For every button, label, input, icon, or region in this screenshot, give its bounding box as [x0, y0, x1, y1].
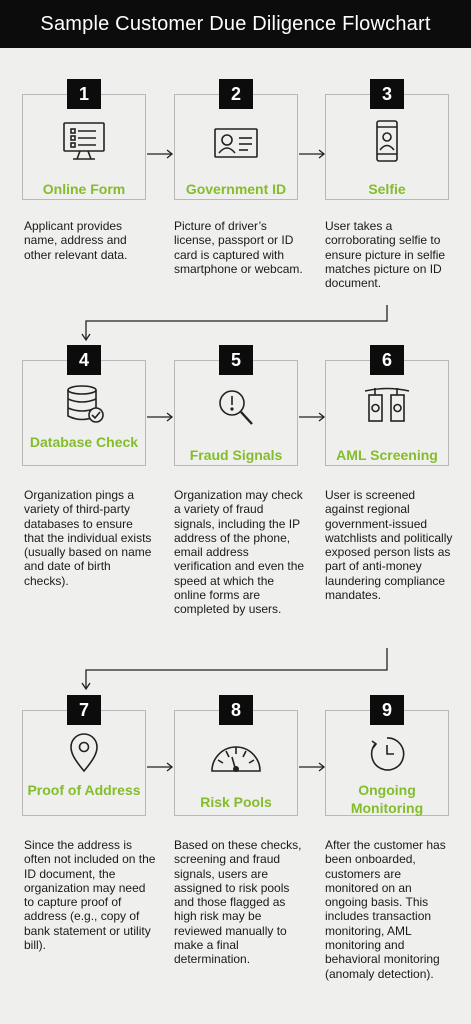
risk-gauge-icon [208, 735, 264, 779]
step-description: User is screened against regional government-issued watchlists and politically exposed person lists as part of anti-money laundering compliance mandates. [325, 488, 453, 603]
step-description: After the customer has been onboarded, customers are monitored on an ongoing basis. This includes transaction monitoring, AML monitoring and behavioral monitoring (anomaly detection). [325, 838, 446, 981]
step-label: Proof of Address [27, 782, 141, 798]
page-title: Sample Customer Due Diligence Flowchart [0, 0, 471, 48]
step-number: 3 [370, 79, 404, 109]
step-number: 8 [219, 695, 253, 725]
step-label: AML Screening [336, 447, 438, 463]
flow-arrow [299, 759, 326, 777]
step-label: Fraud Signals [189, 447, 283, 463]
fraud-magnifier-icon [212, 385, 260, 429]
step-description: Applicant provides name, address and other relevant data. [24, 219, 128, 262]
money-laundering-icon [363, 383, 411, 427]
clock-monitoring-icon [363, 733, 411, 777]
step-label: Ongoing Monitoring [350, 782, 424, 816]
flow-arrow [299, 409, 326, 427]
step-card-government-id [174, 83, 298, 200]
location-pin-icon [60, 731, 108, 775]
step-description: Organization may check a variety of fraud signals, including the IP address of the phone, email address verification and even the speed at which the online forms are completed by users. [174, 488, 305, 617]
step-description: Organization pings a variety of third-party databases to ensure that the individual exists (usually based on name and date of birth checks). [24, 488, 152, 588]
step-card-database-check [22, 349, 146, 466]
step-number: 2 [219, 79, 253, 109]
step-card-selfie [325, 83, 449, 200]
step-card-online-form [22, 83, 146, 200]
step-number: 4 [67, 345, 101, 375]
step-number: 6 [370, 345, 404, 375]
step-card-risk-pools [174, 699, 298, 816]
flow-connector [80, 648, 392, 699]
step-card-ongoing-monitoring [325, 699, 449, 816]
flow-arrow [147, 409, 174, 427]
step-description: User takes a corroborating selfie to ensure picture in selfie matches picture on ID document. [325, 219, 446, 291]
id-card-icon [212, 123, 260, 167]
flow-arrow [299, 146, 326, 164]
flow-arrow [147, 146, 174, 164]
step-card-aml-screening [325, 349, 449, 466]
smartphone-icon [363, 119, 411, 163]
step-number: 1 [67, 79, 101, 109]
step-card-proof-of-address [22, 699, 146, 816]
database-check-icon [60, 383, 108, 427]
step-label: Database Check [29, 434, 139, 450]
flow-arrow [147, 759, 174, 777]
step-label: Online Form [42, 181, 126, 197]
step-number: 9 [370, 695, 404, 725]
step-number: 7 [67, 695, 101, 725]
step-label: Risk Pools [200, 794, 272, 810]
flow-connector [80, 305, 392, 350]
step-card-fraud-signals [174, 349, 298, 466]
step-number: 5 [219, 345, 253, 375]
step-description: Picture of driver’s license, passport or ID card is captured with smartphone or webcam. [174, 219, 303, 276]
online-form-icon [60, 119, 108, 163]
step-label: Selfie [368, 181, 406, 197]
step-label: Government ID [185, 181, 287, 197]
step-description: Since the address is often not included on the ID document, the organization may need to capture proof of address (e.g., copy of bank statement or utility bill). [24, 838, 156, 953]
step-description: Based on these checks, screening and fraud signals, users are assigned to risk pools and those flagged as high risk may be reviewed manually to make a final determination. [174, 838, 302, 967]
